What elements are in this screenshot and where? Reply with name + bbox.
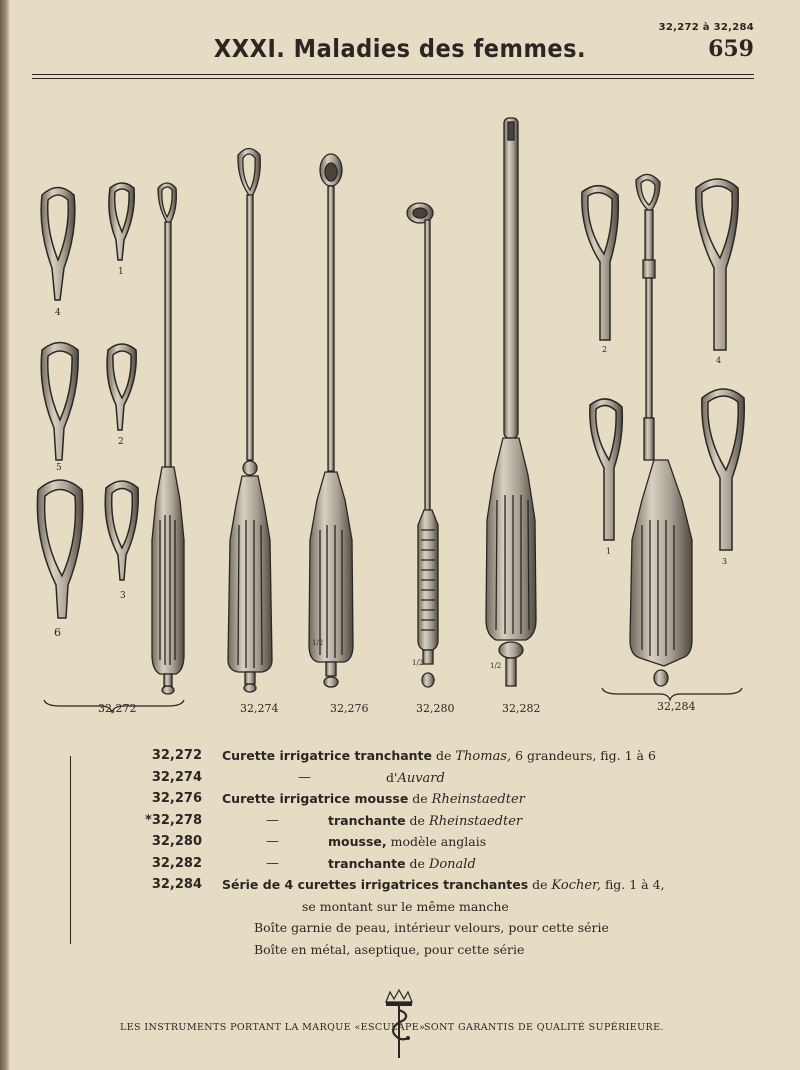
entry-description: mousse, modèle anglais xyxy=(328,834,487,849)
continuation-line: Boîte garnie de peau, intérieur velours, pour cette série xyxy=(254,920,609,935)
kocher-head-1 xyxy=(590,399,623,540)
entry-row xyxy=(140,770,620,792)
table-divider xyxy=(70,756,71,944)
entry-dash: — xyxy=(298,769,311,785)
header-rule xyxy=(32,74,754,75)
entry-row xyxy=(140,856,620,878)
entry-code: 32,276 xyxy=(151,791,202,806)
entry-code: 32,280 xyxy=(151,834,202,849)
page-number: 659 xyxy=(708,36,754,62)
entry-row xyxy=(140,791,620,813)
curette-head-2 xyxy=(107,344,136,430)
fig-number-6: 6 xyxy=(54,626,61,639)
scale-half-276: 1/2 xyxy=(312,639,324,647)
curette-32274 xyxy=(228,149,272,693)
entry-code: 32,282 xyxy=(151,855,202,871)
fig-number-4: 4 xyxy=(55,308,61,318)
curette-32282 xyxy=(486,118,536,686)
fig-number-1: 1 xyxy=(118,267,124,277)
continuation-line: Boîte en métal, aseptique, pour cette série xyxy=(254,941,525,957)
label-32284: 32,284 xyxy=(657,700,696,713)
kocher-number-1: 1 xyxy=(606,547,612,556)
item-range: 32,272 à 32,284 xyxy=(658,22,754,33)
entry-row xyxy=(140,813,620,835)
kocher-number-4: 4 xyxy=(716,356,722,365)
entry-description: d'Auvard xyxy=(386,769,445,786)
price-list xyxy=(140,748,665,963)
kocher-number-2: 2 xyxy=(602,345,608,354)
continuation-line: se montant sur le même manche xyxy=(302,898,509,914)
entry-description: tranchante de Donald xyxy=(328,855,476,872)
header-rule-thin xyxy=(32,78,754,79)
label-32282: 32,282 xyxy=(502,702,541,715)
entry-row xyxy=(140,834,620,856)
curette-head-1 xyxy=(109,183,134,260)
entry-description: tranchante de Rheinstaedter xyxy=(328,812,523,829)
brace-32284 xyxy=(602,688,742,700)
fig-number-2: 2 xyxy=(118,437,124,447)
scale-half-282: 1/2 xyxy=(490,662,502,670)
entry-dash: — xyxy=(266,812,279,828)
esculape-crown-caduceus-icon xyxy=(380,988,418,1060)
entry-description: Série de 4 curettes irrigatrices tranchantes de Kocher, fig. 1 à 4, xyxy=(222,877,665,893)
label-32274: 32,274 xyxy=(240,702,279,715)
page-title: XXXI. Maladies des femmes. xyxy=(213,34,587,63)
fig-number-5: 5 xyxy=(56,463,62,473)
kocher-head-4 xyxy=(696,179,738,350)
footer-left: LES INSTRUMENTS PORTANT LA MARQUE «ESCULAPE» xyxy=(120,1022,426,1033)
kocher-handle xyxy=(630,174,692,686)
instrument-illustrations xyxy=(0,100,800,720)
curette-32272 xyxy=(152,183,184,694)
entry-code: 32,272 xyxy=(151,748,202,763)
fig-number-3: 3 xyxy=(120,591,126,601)
scale-half-280: 1/2 xyxy=(412,659,424,667)
curette-32280 xyxy=(407,203,438,687)
curette-head-6 xyxy=(37,480,82,618)
entry-row xyxy=(140,877,665,899)
curette-32276 xyxy=(309,154,353,687)
kocher-head-3 xyxy=(702,389,744,550)
kocher-head-2 xyxy=(582,186,619,340)
curette-head-4 xyxy=(41,188,75,301)
entry-row xyxy=(140,748,656,770)
label-32276: 32,276 xyxy=(330,702,369,715)
entry-dash: — xyxy=(266,855,279,871)
entry-code: *32,278 xyxy=(145,812,202,828)
entry-dash: — xyxy=(266,834,279,849)
entry-description: Curette irrigatrice mousse de Rheinstaedter xyxy=(222,791,525,807)
kocher-number-3: 3 xyxy=(722,557,728,566)
footer-right: SONT GARANTIS DE QUALITÉ SUPÉRIEURE. xyxy=(424,1022,664,1033)
label-32272: 32,272 xyxy=(98,702,137,715)
curette-head-3 xyxy=(105,481,138,580)
entry-code: 32,274 xyxy=(151,769,202,785)
label-32280: 32,280 xyxy=(416,702,455,715)
entry-code: 32,284 xyxy=(151,877,202,892)
curette-head-5 xyxy=(41,343,78,461)
entry-description: Curette irrigatrice tranchante de Thomas, 6 grandeurs, fig. 1 à 6 xyxy=(222,748,656,764)
